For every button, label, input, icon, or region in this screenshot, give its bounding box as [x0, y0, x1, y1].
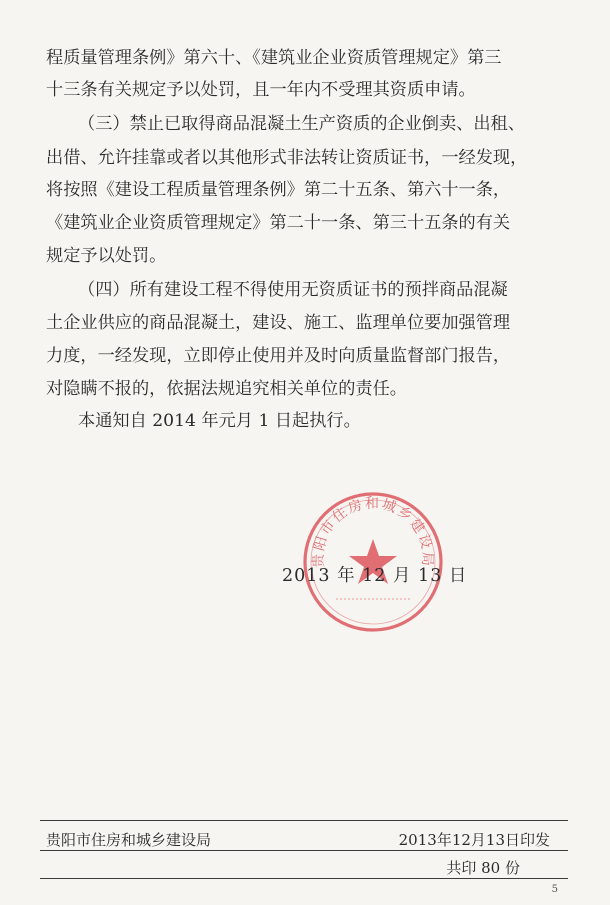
footer-top-rule	[40, 820, 568, 821]
page-number: 5	[551, 884, 558, 895]
seal-arc-text: 贵阳市住房和城乡建设局	[310, 495, 436, 569]
footer-middle-rule	[40, 850, 568, 851]
body-line-2: 十三条有关规定予以处罚，且一年内不受理其资质申请。	[46, 80, 476, 100]
body-line-6: 《建筑业企业资质管理规定》第二十一条、第三十五条的有关	[46, 213, 511, 233]
footer-copy-count: 共印 80 份	[446, 859, 520, 877]
body-line-7: 规定予以处罚。	[46, 246, 167, 266]
body-line-9: 土企业供应的商品混凝土，建设、施工、监理单位要加强管理	[46, 313, 511, 333]
footer-issuer: 贵阳市住房和城乡建设局	[46, 831, 212, 849]
body-line-1: 程质量管理条例》第六十、《建筑业企业资质管理规定》第三	[46, 48, 502, 68]
body-line-3: （三）禁止已取得商品混凝土生产资质的企业倒卖、出租、	[78, 114, 525, 134]
body-line-11: 对隐瞒不报的，依据法规追究相关单位的责任。	[46, 379, 407, 399]
signature-date: 2013 年 12 月 13 日	[282, 566, 468, 586]
footer-bottom-rule	[40, 878, 568, 879]
body-line-5: 将按照《建设工程质量管理条例》第二十五条、第六十一条，	[46, 180, 511, 200]
footer-issue-date: 2013年12月13日印发	[398, 831, 550, 849]
body-line-4: 出借、允许挂靠或者以其他形式非法转让资质证书，一经发现，	[46, 148, 528, 168]
body-line-8: （四）所有建设工程不得使用无资质证书的预拌商品混凝	[78, 280, 508, 300]
body-line-10: 力度，一经发现，立即停止使用并及时向质量监督部门报告，	[46, 346, 511, 366]
body-line-12: 本通知自 2014 年元月 1 日起执行。	[78, 411, 361, 431]
